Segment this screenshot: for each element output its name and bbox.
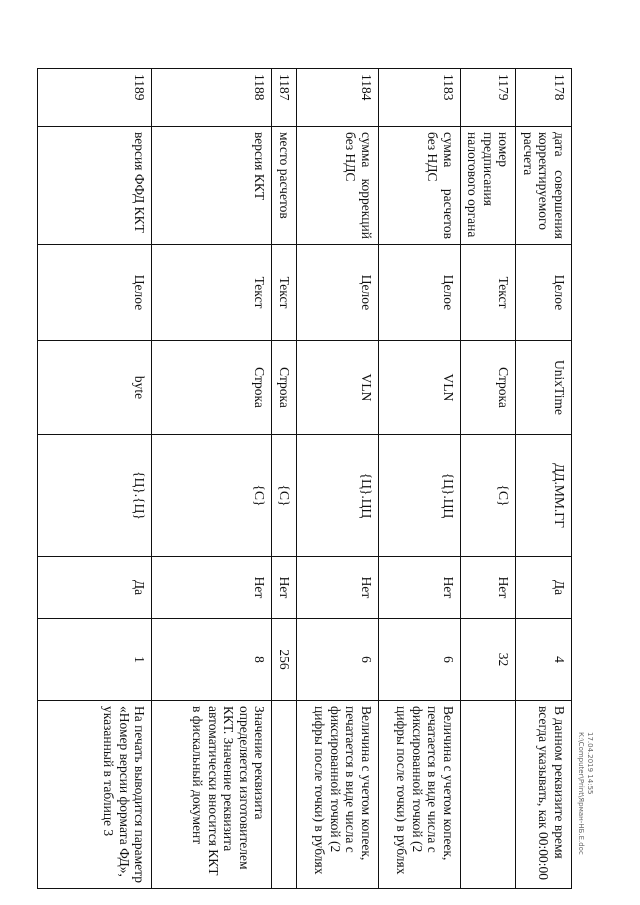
format-cell: VLN — [296, 341, 378, 435]
table-row — [296, 69, 378, 889]
format-cell: Строка — [152, 341, 272, 435]
tag-cell: 1184 — [296, 69, 378, 127]
length-cell: 32 — [460, 619, 516, 701]
attribute-name-cell: номер предписания налогового органа — [460, 127, 516, 245]
required-cell: Нет — [378, 557, 460, 619]
print-format-cell: {С} — [152, 435, 272, 557]
type-cell: Текст — [460, 245, 516, 341]
format-cell: VLN — [378, 341, 460, 435]
tag-cell: 1188 — [152, 69, 272, 127]
attribute-name-cell: сумма расчетов без НДС — [378, 127, 460, 245]
attribute-name-cell: версия ФФД ККТ — [38, 127, 152, 245]
note-cell — [272, 701, 297, 889]
tag-cell: 1183 — [378, 69, 460, 127]
length-cell: 6 — [378, 619, 460, 701]
table-row — [516, 69, 572, 889]
table-row — [38, 69, 152, 889]
print-format-cell: ДД.ММ.ГГ — [516, 435, 572, 557]
type-cell: Текст — [152, 245, 272, 341]
table-row — [152, 69, 272, 889]
length-cell: 6 — [296, 619, 378, 701]
length-cell: 1 — [38, 619, 152, 701]
tag-cell: 1187 — [272, 69, 297, 127]
print-format-cell: {Ц}.ЦЦ — [296, 435, 378, 557]
print-format-cell: {С} — [460, 435, 516, 557]
note-cell: Величина с учетом копеек, печатается в виде числа с фиксированной точкой (2 цифры после точки) в рублях — [296, 701, 378, 889]
format-cell: Строка — [460, 341, 516, 435]
type-cell: Целое — [38, 245, 152, 341]
note-cell — [460, 701, 516, 889]
note-cell: На печать выводится параметр «Номер версии формата ФД», указанный в таблице 3 — [38, 701, 152, 889]
table-row — [272, 69, 297, 889]
length-cell: 4 — [516, 619, 572, 701]
length-cell: 8 — [152, 619, 272, 701]
tag-cell: 1179 — [460, 69, 516, 127]
required-cell: Да — [38, 557, 152, 619]
length-cell: 256 — [272, 619, 297, 701]
attribute-name-cell: сумма коррекций без НДС — [296, 127, 378, 245]
type-cell: Текст — [272, 245, 297, 341]
fiscal-attributes-table — [37, 68, 572, 889]
attribute-name-cell: дата совершения корректируемого расчета — [516, 127, 572, 245]
print-format-cell: {Ц}.{Ц} — [38, 435, 152, 557]
note-cell: Величина с учетом копеек, печатается в виде числа с фиксированной точкой (2 цифры после точки) в рублях — [378, 701, 460, 889]
required-cell: Нет — [296, 557, 378, 619]
required-cell: Да — [516, 557, 572, 619]
note-cell: Значение реквизита определяется изготовителем ККТ. Значение реквизита автоматически вносится ККТ в фискальный документ — [152, 701, 272, 889]
tag-cell: 1178 — [516, 69, 572, 127]
type-cell: Целое — [296, 245, 378, 341]
print-format-cell: {Ц}.ЦЦ — [378, 435, 460, 557]
type-cell: Целое — [378, 245, 460, 341]
tag-cell: 1189 — [38, 69, 152, 127]
format-cell: UnixTime — [516, 341, 572, 435]
required-cell: Нет — [272, 557, 297, 619]
attribute-name-cell: место расчетов — [272, 127, 297, 245]
table-row — [378, 69, 460, 889]
print-stamp — [576, 732, 594, 855]
print-stamp-date: 17.04.2019 14:55 — [586, 732, 594, 795]
required-cell: Нет — [152, 557, 272, 619]
table-row — [460, 69, 516, 889]
rotated-table-wrapper — [60, 68, 572, 888]
print-stamp-path: К:\Computer\Print\Ярман-НБ.Е.doc — [577, 732, 585, 855]
print-format-cell: {С} — [272, 435, 297, 557]
note-cell: В данном реквизите время всегда указывать, как 00:00:00 — [516, 701, 572, 889]
attribute-name-cell: версия ККТ — [152, 127, 272, 245]
format-cell: Строка — [272, 341, 297, 435]
required-cell: Нет — [460, 557, 516, 619]
format-cell: byte — [38, 341, 152, 435]
type-cell: Целое — [516, 245, 572, 341]
